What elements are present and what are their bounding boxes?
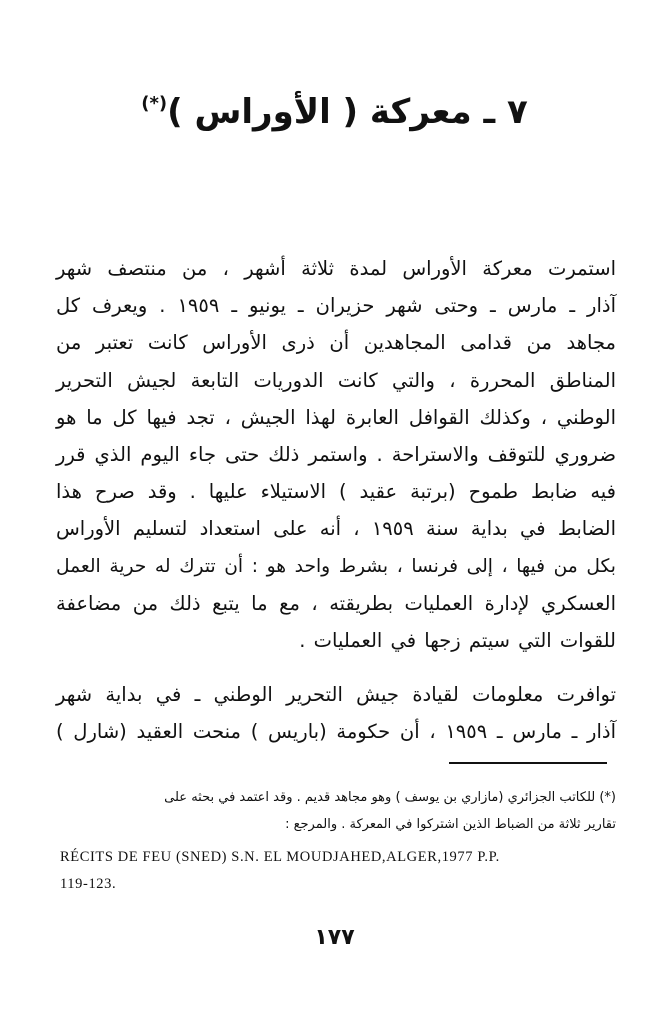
text-line: بكل من فيها ، إلى فرنسا ، بشرط واحد هو : أن تترك له حرية العمل — [56, 555, 616, 577]
text-line: العسكري لإدارة العمليات بطريقته ، مع ما يتبع ذلك من مضاعفة — [56, 591, 616, 615]
text-line: آذار ـ مارس ـ وحتى شهر حزيران ـ يونيو ـ ١٩٥٩ . ويعرف كل — [56, 294, 616, 318]
chapter-title-text: ٧ ـ معركة ( الأوراس ) — [167, 92, 528, 132]
footnote-line: تقارير ثلاثة من الضباط الذين اشتركوا في المعركة . والمرجع : — [285, 817, 616, 832]
footnote-marker: (*) — [141, 93, 168, 114]
footnote-line: 119-123. — [60, 876, 117, 892]
text-line: توافرت معلومات لقيادة جيش التحرير الوطني ـ في بداية شهر — [56, 683, 616, 706]
footnote-reference — [60, 844, 620, 898]
text-line: المناطق المحررة ، والتي كانت الدوريات التابعة لجيش التحرير — [56, 368, 616, 392]
footnote-line: RÉCITS DE FEU (SNED) S.N. EL MOUDJAHED,ALGER,1977 P.P. — [60, 849, 500, 865]
text-line: ضروري للتوقف والاستراحة . واستمر ذلك حتى جاء اليوم الذي قرر — [56, 443, 616, 467]
footnote-separator — [449, 762, 607, 764]
paragraph-1 — [56, 250, 616, 659]
text-line: آذار ـ مارس ـ ١٩٥٩ ، أن حكومة (باريس ) منحت العقيد (شارل ) — [56, 720, 616, 744]
text-line: استمرت معركة الأوراس لمدة ثلاثة أشهر ، من منتصف شهر — [56, 257, 616, 280]
page-number: ١٧٧ — [314, 925, 355, 950]
text-line: الضابط في بداية سنة ١٩٥٩ ، أنه على استعداد لتسليم الأوراس — [56, 517, 616, 541]
footnote-arabic — [56, 784, 616, 838]
footnote-line: (*) للكاتب الجزائري (مازاري بن يوسف ) وهو مجاهد قديم . وقد اعتمد في بحثه على — [164, 790, 616, 805]
text-line: مجاهد من قدامى المجاهدين أن ذرى الأوراس كانت تعتبر من — [56, 331, 616, 355]
chapter-title — [0, 78, 669, 138]
paragraph-2 — [56, 676, 616, 750]
text-line: الوطني ، وكذلك القوافل العابرة لهذا الجيش ، تجد فيها كل ما هو — [56, 405, 616, 429]
text-line: فيه ضابط طموح (برتبة عقيد ) الاستيلاء عليها . وقد صرح هذا — [56, 480, 616, 504]
text-line: للقوات التي سيتم زجها في العمليات . — [299, 629, 616, 653]
